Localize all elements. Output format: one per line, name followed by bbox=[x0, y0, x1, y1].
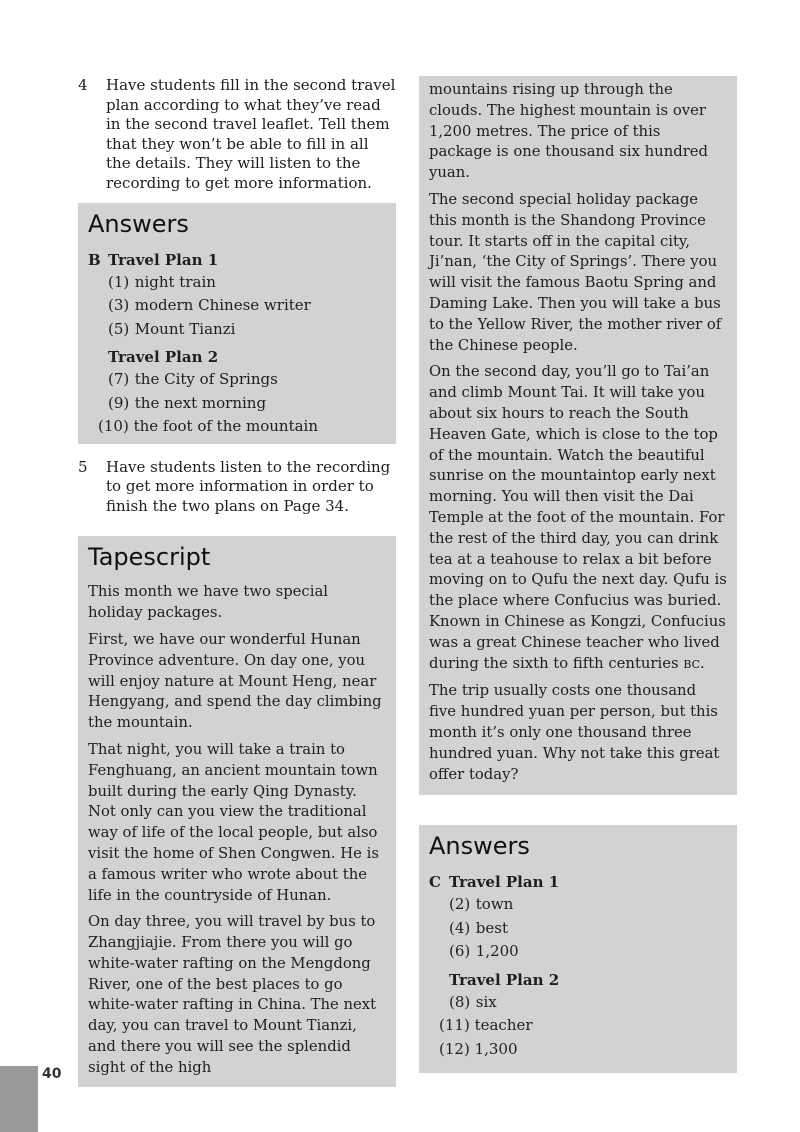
answer-text: Mount Tianzi bbox=[134, 319, 236, 338]
tapescript-box bbox=[78, 536, 396, 1086]
answer-number: (3) bbox=[108, 296, 130, 315]
answer-item bbox=[88, 368, 386, 392]
left-column bbox=[78, 76, 396, 1087]
answer-item bbox=[88, 415, 386, 439]
tapescript-paragraph: The trip usually costs one thousand five hundred yuan per person, but this month it’s only one thousand three hundred yuan. Why not take this great offer today? bbox=[429, 682, 720, 783]
tapescript-continued-box bbox=[419, 76, 737, 795]
answer-item bbox=[88, 318, 386, 342]
answer-item bbox=[429, 893, 727, 917]
plan-heading bbox=[429, 871, 727, 893]
step-text: Have students fill in the second travel plan according to what they’ve read in the second travel leaflet. Tell them that they won’t be able to fill in all the details. They will listen to the recording to get more information. bbox=[106, 76, 396, 192]
step-number: 4 bbox=[78, 76, 88, 94]
step-number: 5 bbox=[78, 457, 88, 476]
step-5 bbox=[78, 458, 396, 517]
answer-number: (6) bbox=[449, 942, 471, 961]
answer-number: (5) bbox=[108, 319, 130, 338]
answer-number: (2) bbox=[449, 895, 471, 914]
section-letter: B bbox=[88, 250, 101, 269]
answer-number: (1) bbox=[108, 272, 130, 291]
tapescript-paragraph: The second special holiday package this month is the Shandong Province tour. It starts off in the capital city, Ji’nan, ‘the City of Springs’. There you will visit the famous Baotu Spring and Daming Lake. Then you will take a bus to the Yellow River, the mother river of the Chinese people. bbox=[429, 190, 722, 354]
answer-text: town bbox=[475, 895, 514, 914]
plan-title: Travel Plan 1 bbox=[449, 873, 560, 892]
answer-text: teacher bbox=[474, 1016, 533, 1035]
page-number: 40 bbox=[42, 1066, 62, 1082]
page-tab bbox=[0, 1066, 38, 1132]
section-letter: C bbox=[429, 873, 441, 892]
answer-text: the next morning bbox=[134, 393, 267, 412]
answer-number: (7) bbox=[108, 370, 130, 389]
plan-heading bbox=[88, 249, 386, 271]
tapescript-title: Tapescript bbox=[88, 543, 211, 572]
right-column bbox=[419, 76, 737, 1073]
answer-number: (9) bbox=[108, 393, 130, 412]
answer-number: (4) bbox=[449, 918, 471, 937]
answer-item bbox=[88, 294, 386, 318]
answer-text: six bbox=[475, 992, 497, 1011]
step-4 bbox=[78, 76, 396, 194]
answer-text: modern Chinese writer bbox=[134, 296, 311, 315]
tapescript-paragraph: First, we have our wonderful Hunan Province adventure. On day one, you will enjoy nature at Mount Heng, near Hengyang, and spend the day climbing the mountain. bbox=[88, 630, 382, 732]
plan-title: Travel Plan 1 bbox=[108, 250, 219, 269]
answer-text: 1,300 bbox=[474, 1039, 518, 1058]
paragraph-text: On the second day, you’ll go to Tai’an and climb Mount Tai. It will take you about six hours to reach the South Heaven Gate, which is close to the top of the mountain. Watch the beautiful sunrise on the mountaintop early next morning. You will then visit the Dai Temple at the foot of the mountain. For the rest of the third day, you can drink tea at a teahouse to relax a bit before moving on to Qufu the next day. Qufu is the place where Confucius was buried. Known in Chinese as Kongzi, Confucius was a great Chinese teacher who lived during the sixth to fifth centuries bbox=[429, 363, 727, 672]
era-tail: . bbox=[700, 654, 705, 672]
answers-box-c bbox=[419, 825, 737, 1073]
answer-text: 1,200 bbox=[475, 942, 519, 961]
answer-item bbox=[429, 1014, 727, 1038]
tapescript-paragraph bbox=[429, 362, 727, 675]
answer-text: best bbox=[475, 918, 508, 937]
step-text: Have students listen to the recording to get more information in order to finish the two plans on Page 34. bbox=[106, 457, 391, 515]
answer-item bbox=[429, 940, 727, 964]
plan-heading: Travel Plan 2 bbox=[108, 348, 219, 367]
answer-number: (10) bbox=[98, 417, 129, 436]
answers-box-b bbox=[78, 203, 396, 444]
answer-item bbox=[429, 1038, 727, 1062]
answer-number: (11) bbox=[439, 1016, 470, 1035]
answer-number: (12) bbox=[439, 1039, 470, 1058]
answer-text: night train bbox=[134, 272, 216, 291]
answers-title: Answers bbox=[88, 209, 189, 238]
answer-text: the foot of the mountain bbox=[133, 417, 319, 436]
tapescript-paragraph: That night, you will take a train to Fenghuang, an ancient mountain town built during the early Qing Dynasty. Not only can you view the traditional way of life of the local people, but also visit the home of Shen Congwen. He is a famous writer who wrote about the life in the countryside of Hunan. bbox=[88, 740, 379, 904]
answer-item bbox=[88, 271, 386, 295]
answer-item bbox=[88, 392, 386, 416]
answer-number: (8) bbox=[449, 992, 471, 1011]
plan-heading: Travel Plan 2 bbox=[449, 970, 560, 989]
answer-item bbox=[429, 991, 727, 1015]
era-label: BC bbox=[683, 657, 701, 671]
tapescript-paragraph: This month we have two special holiday packages. bbox=[88, 583, 328, 622]
tapescript-paragraph: On day three, you will travel by bus to Zhangjiajie. From there you will go white-water rafting on the Mengdong River, one of the best places to go white-water rafting in China. The next day, you can travel to Mount Tianzi, and there you will see the splendid sight of the high bbox=[88, 913, 377, 1076]
answer-text: the City of Springs bbox=[134, 370, 278, 389]
answers-title: Answers bbox=[429, 832, 530, 861]
tapescript-paragraph: mountains rising up through the clouds. The highest mountain is over 1,200 metres. The price of this package is one thousand six hundred yuan. bbox=[429, 81, 709, 182]
answer-item bbox=[429, 917, 727, 941]
